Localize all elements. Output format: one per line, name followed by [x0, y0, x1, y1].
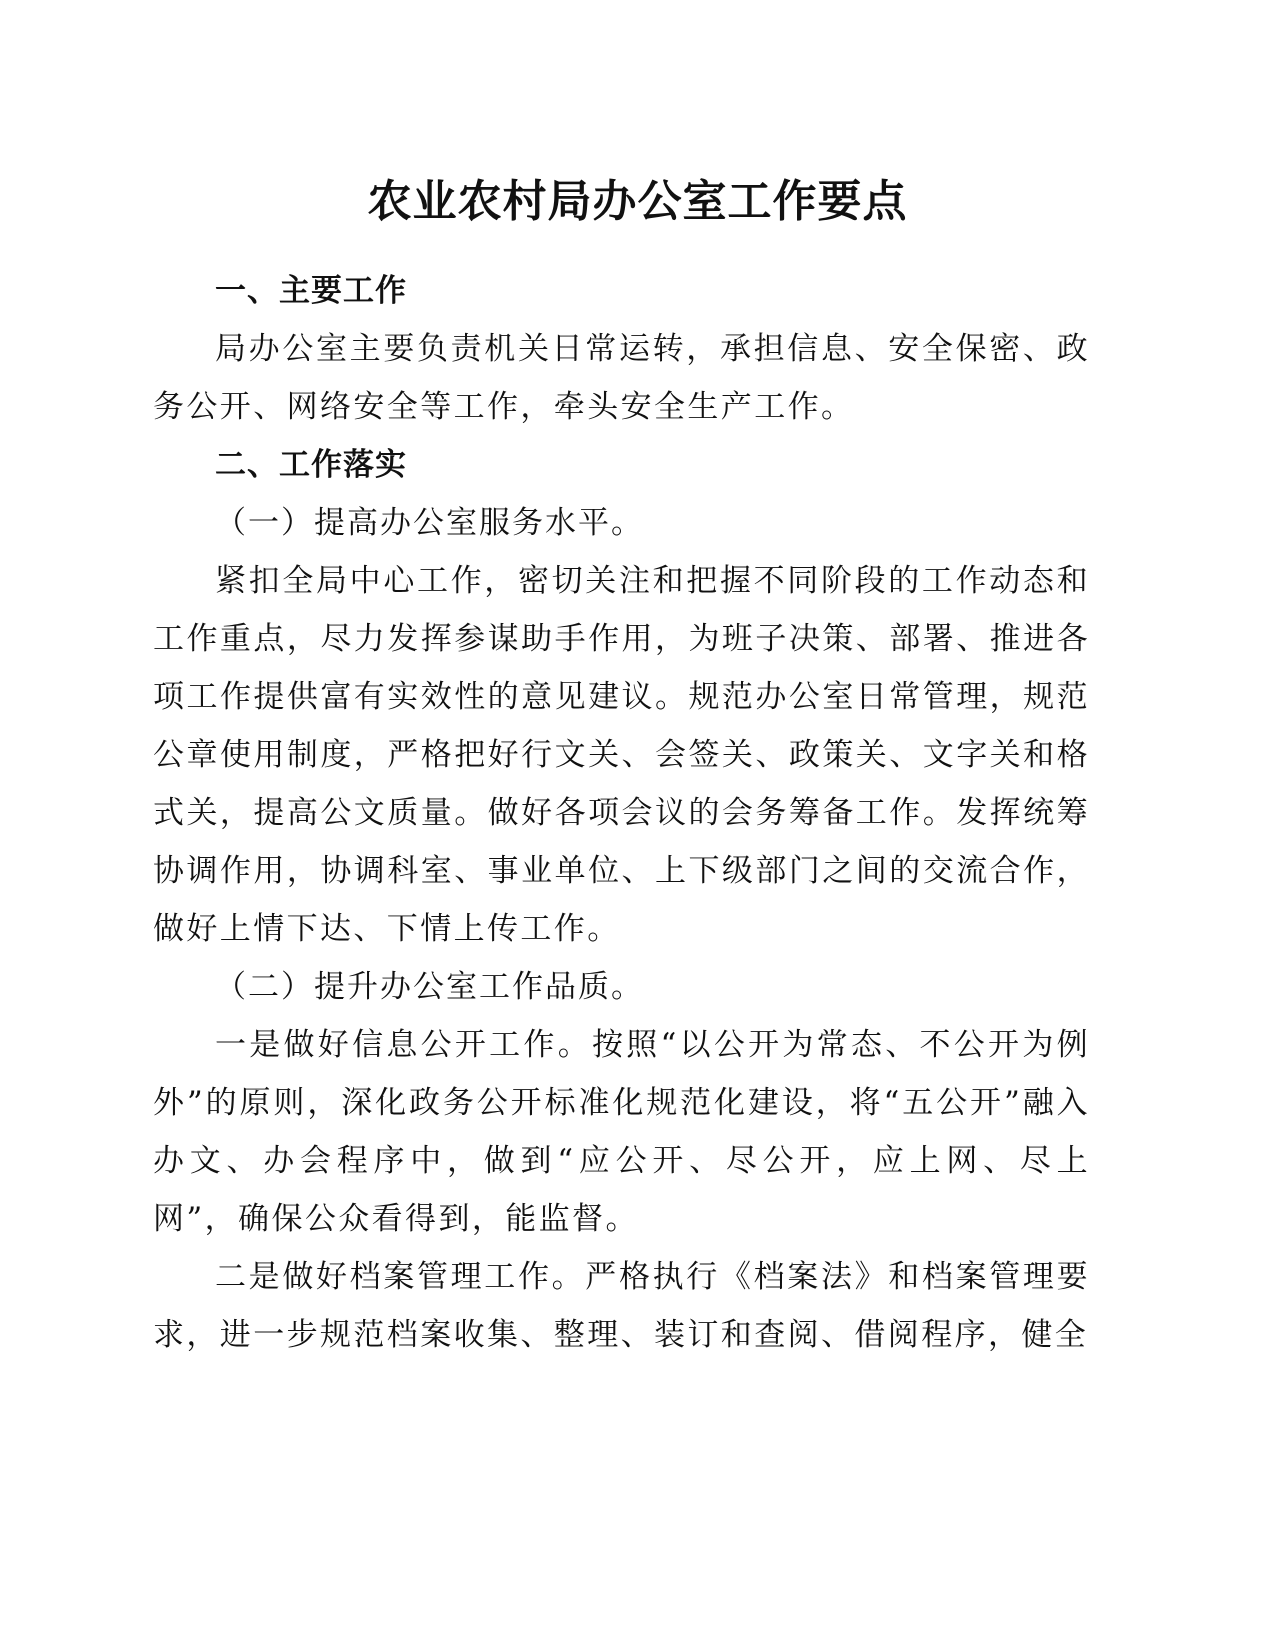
- paragraph-main-duties: 局办公室主要负责机关日常运转，承担信息、安全保密、政务公开、网络安全等工作，牵头安全生产工作。: [153, 331, 1090, 425]
- document-body: [153, 262, 1090, 1364]
- subheading-service-level: （一）提高办公室服务水平。: [215, 505, 644, 541]
- paragraph-service-level: 紧扣全局中心工作，密切关注和把握不同阶段的工作动态和工作重点，尽力发挥参谋助手作用，为班子决策、部署、推进各项工作提供富有实效性的意见建议。规范办公室日常管理，规范公章使用制度，严格把好行文关、会签关、政策关、文字关和格式关，提高公文质量。做好各项会议的会务筹备工作。发挥统筹协调作用，协调科室、事业单位、上下级部门之间的交流合作，做好上情下达、下情上传工作。: [153, 563, 1090, 947]
- paragraph-archive-management: 二是做好档案管理工作。严格执行《档案法》和档案管理要求，进一步规范档案收集、整理、装订和查阅、借阅程序，健全: [153, 1259, 1090, 1353]
- paragraph-info-disclosure: 一是做好信息公开工作。按照“以公开为常态、不公开为例外”的原则，深化政务公开标准化规范化建设，将“五公开”融入办文、办会程序中，做到“应公开、尽公开，应上网、尽上网”，确保公众看得到，能监督。: [153, 1027, 1090, 1237]
- section-heading-implementation: 二、工作落实: [215, 447, 407, 483]
- section-heading-main-work: 一、主要工作: [215, 273, 407, 309]
- document-title: 农业农村局办公室工作要点: [367, 176, 908, 227]
- subheading-work-quality: （二）提升办公室工作品质。: [215, 969, 644, 1005]
